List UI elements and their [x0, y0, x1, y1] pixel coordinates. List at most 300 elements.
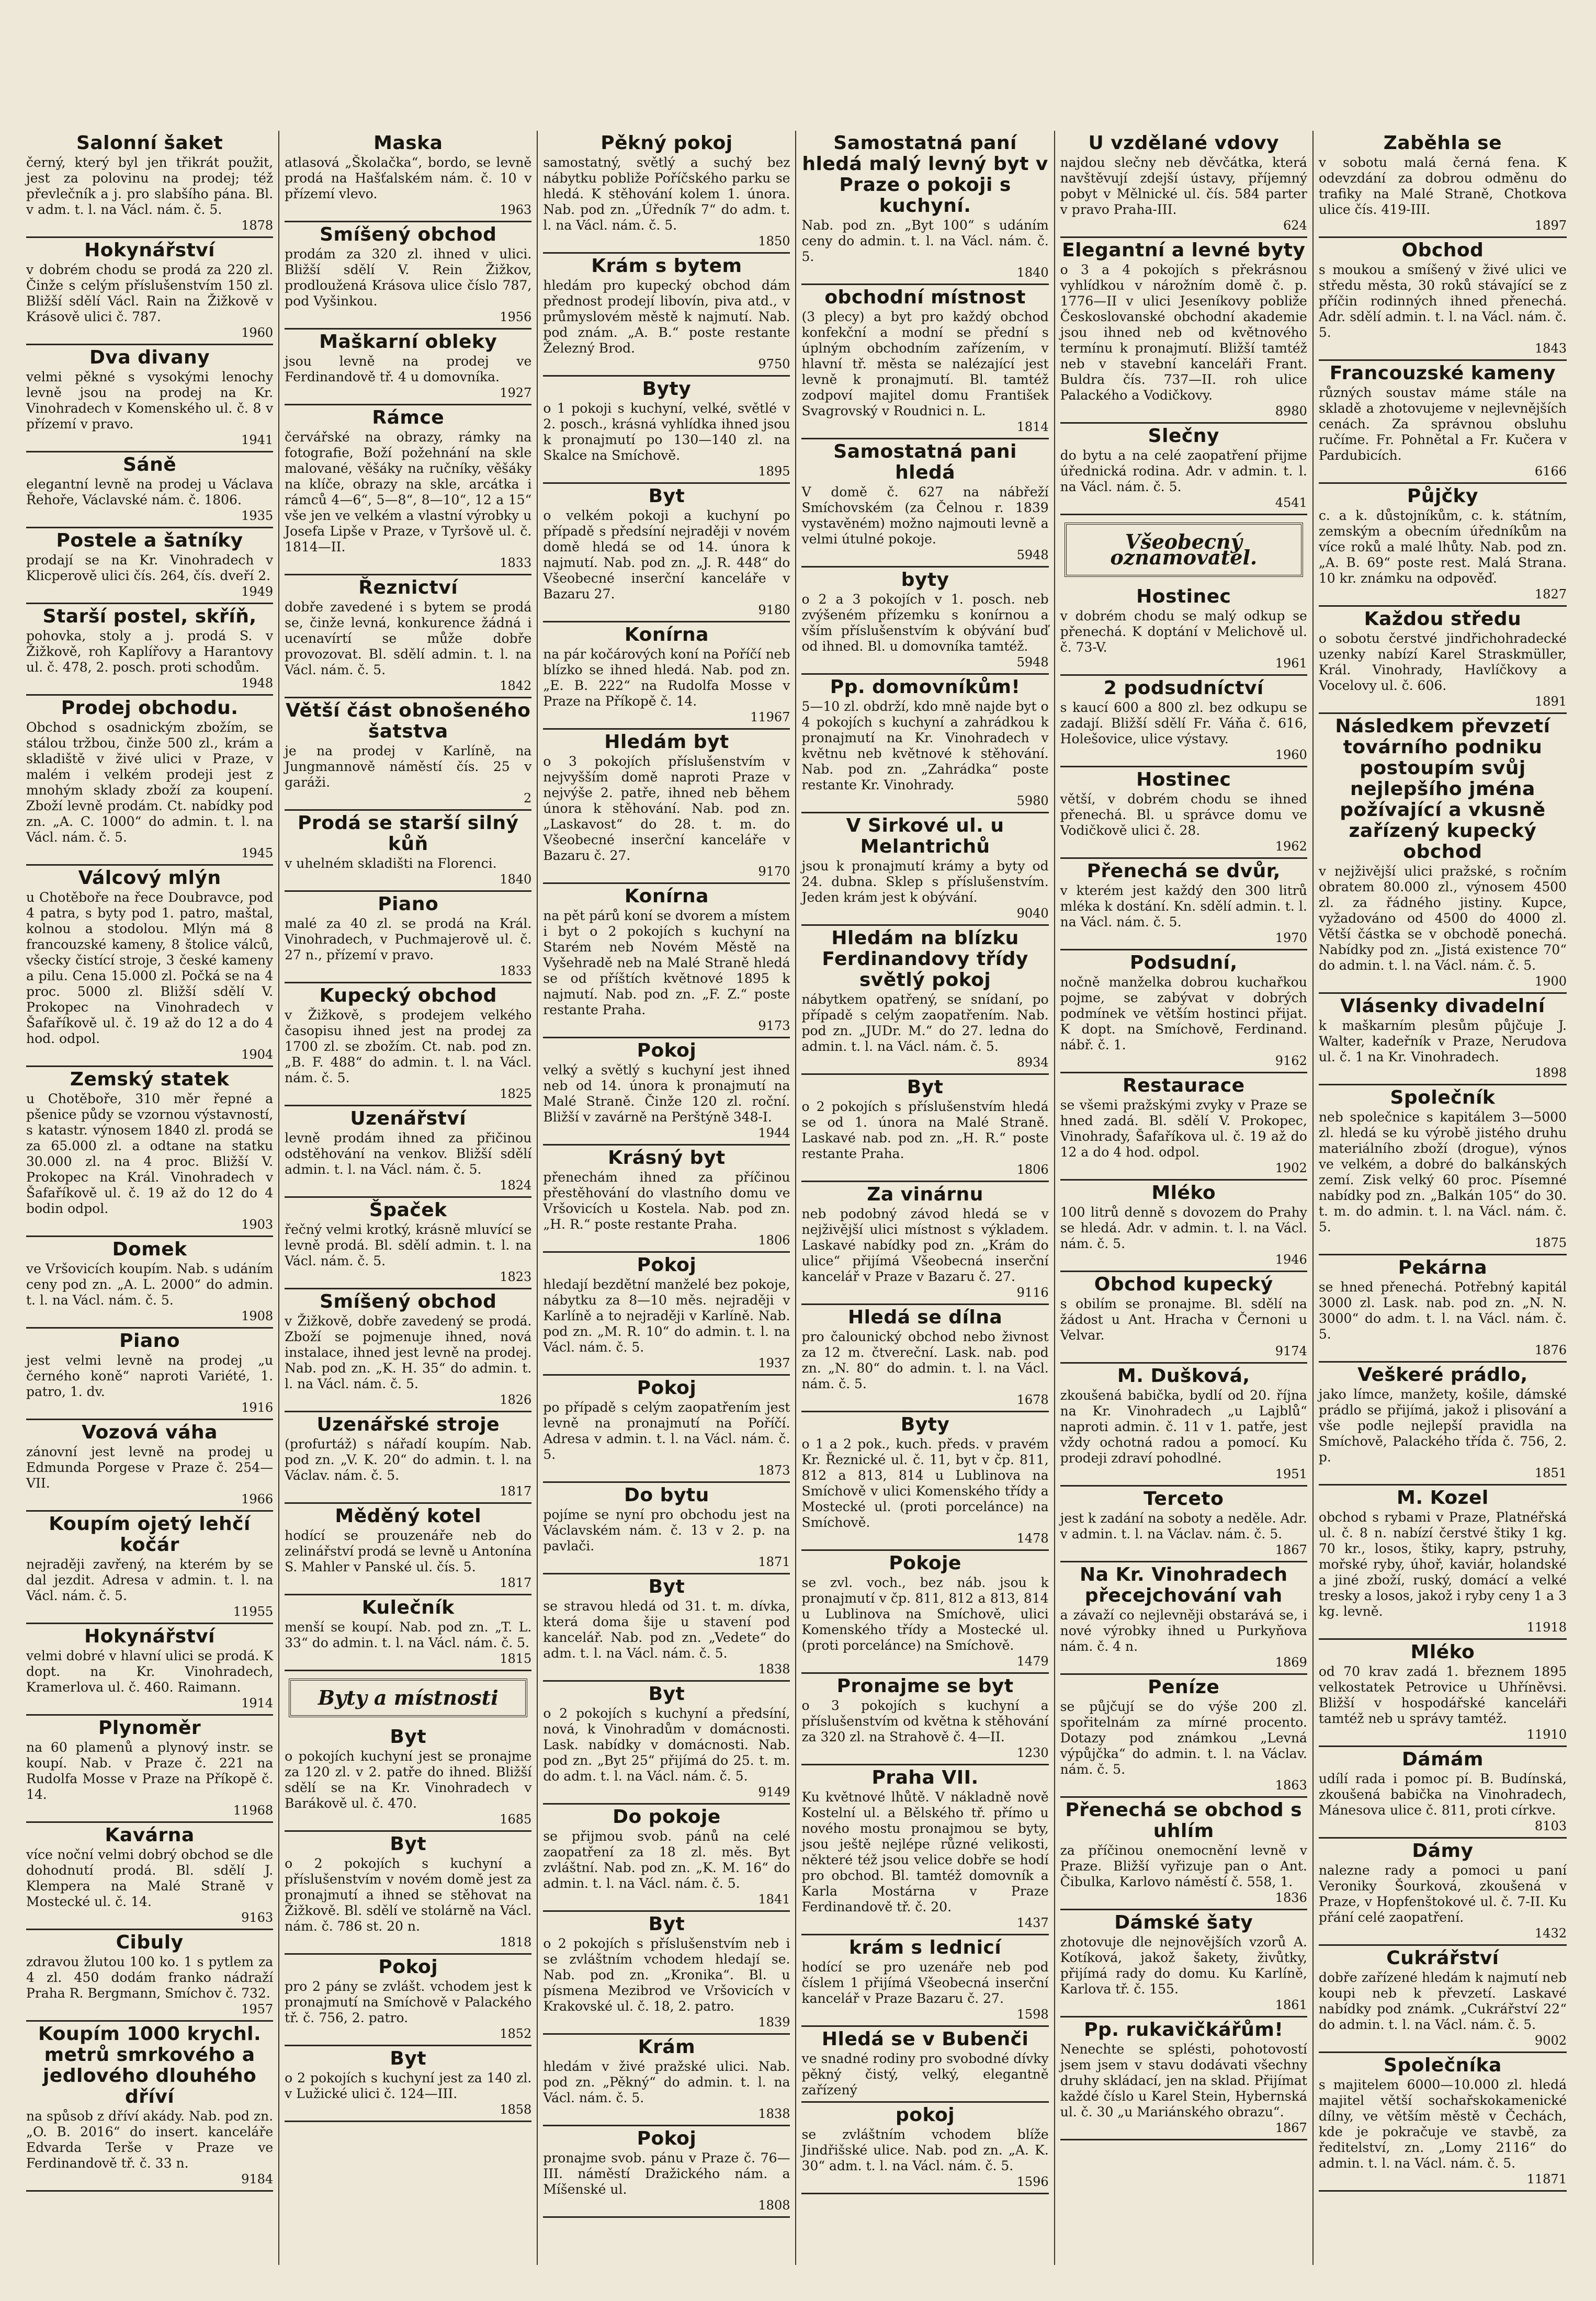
classified-ad [1319, 361, 1567, 484]
ad-text: hodící se pro uzenáře neb pod číslem 1 přijímá Všeobecná inserční kancelář v Praze Bazaru č. 27. [801, 1959, 1049, 2006]
ad-title: Hostinec [1136, 586, 1231, 607]
ad-column [279, 131, 538, 2265]
ad-title: Společníka [1384, 2055, 1502, 2076]
classified-ad [285, 1595, 531, 1671]
ad-title: Do pokoje [613, 1806, 721, 1828]
ad-title: Zemský statek [70, 1069, 230, 1090]
classified-ad [543, 2126, 790, 2218]
ad-number: 9173 [758, 1018, 790, 1033]
ad-number: 11910 [1526, 1727, 1567, 1742]
ad-number: 1897 [1534, 218, 1567, 233]
ad-number: 8103 [1534, 1819, 1567, 1833]
ad-title: Hledá se dílna [847, 1307, 1003, 1328]
ad-title: Plynoměr [98, 1717, 201, 1739]
ad-number: 1833 [500, 556, 532, 570]
ad-title: Do bytu [624, 1484, 709, 1506]
ad-title: M. Kozel [1397, 1487, 1489, 1509]
ad-title: Pekárna [1398, 1257, 1488, 1278]
ad-number: 1806 [1016, 1162, 1049, 1177]
ad-number: 9184 [241, 2172, 274, 2186]
ad-text: od 70 krav zadá 1. březnem 1895 velkostatek Petrovice u Uhříněvsi. Bližší v hospodářské kanceláři tamtéž neb u správy tamtéž. [1318, 1664, 1567, 1726]
ad-text: se zvl. voch., bez náb. jsou k pronajmutí v čp. 811, 812 a 813, 814 u Lublinova na Smíchově, ulici Komenského třídy a Mostecké ul. (proti porcelánce) na Smíchově. [801, 1575, 1049, 1653]
ad-text: o 2 pokojích s příslušenstvím hledá se od 1. února na Malé Straně. Laskavé nab. pod zn. „H. R.“ poste restante Praha. [801, 1099, 1049, 1161]
ad-number: 1843 [1534, 341, 1567, 356]
ad-number: 1851 [1534, 1466, 1567, 1480]
ad-text: o 2 a 3 pokojích v 1. posch. neb zvýšeném přízemku s konírnou a vším příslušenstvím k obývání buď od ihned. Bl. u domovníka tamtéž. [801, 592, 1049, 654]
ad-number: 1903 [241, 1217, 274, 1232]
ad-number: 11871 [1526, 2172, 1567, 2186]
ad-text: k maškarním plesům půjčuje J. Walter, kadeřník v Praze, Nerudova ul. č. 1 na Kr. Vinohradech. [1318, 1018, 1567, 1064]
ad-number: 9180 [758, 603, 790, 617]
ad-text: o 1 pokoji s kuchyní, velké, světlé v 2. posch., krásná vyhlídka ihned jsou k pronajmutí po 130—140 zl. na Skalce na Smíchově. [543, 401, 790, 463]
ad-text: malé za 40 zl. se prodá na Král. Vinohradech, v Puchmajerově ul. č. 27 n., přízemí v pravo. [285, 916, 532, 962]
classified-ad [1319, 1640, 1567, 1747]
ad-title: Samostatná pani hledá [833, 441, 1017, 483]
ad-number: 1867 [1275, 2121, 1307, 2135]
classified-ad [26, 866, 273, 1067]
classified-ad [1060, 950, 1307, 1073]
ad-title: Pokoj [637, 1377, 697, 1399]
ad-title: Byt [648, 1913, 685, 1935]
ad-text: o sobotu čerstvé jindřichohradecké uzenky nabízí Karel Straskmüller, Král. Vinohrady, Havlíčkovy a Vocelovy ul. č. 606. [1318, 631, 1567, 693]
ad-number: 1900 [1534, 974, 1567, 989]
ad-number: 1840 [500, 872, 532, 887]
classified-ad [26, 1420, 273, 1512]
ad-text: Nenechte se splésti, pohotovostí jsem jsem v stavu dodávati všechny druhy skládací, jen na sklad. Přijímat každé číslo u Karel Stein, Hybernská ul. č. 30 „u Mariánského obrazu“. [1060, 2042, 1307, 2119]
ad-title: Prodá se starší silný kůň [297, 812, 519, 855]
classified-ad [543, 622, 790, 730]
ad-title: Dámy [1412, 1840, 1474, 1862]
ad-title: Konírna [624, 886, 709, 907]
ad-number: 1818 [500, 1935, 532, 1949]
ad-title: Měděný kotel [335, 1505, 482, 1527]
ad-number: 2 [524, 791, 532, 806]
ad-number: 1823 [500, 1269, 532, 1284]
ad-title: Byt [390, 1726, 427, 1748]
ad-number: 1927 [500, 386, 532, 400]
ad-number: 1678 [1016, 1392, 1049, 1407]
ad-title: Restaurace [1122, 1075, 1245, 1096]
ad-text: nočně manželka dobrou kuchařkou pojme, se zabývat v dobrých podmínek ve větším hostinci přijat. K dopt. na Smíchově, Ferdinand. nábř. č. 1. [1060, 974, 1307, 1052]
classified-ad [801, 131, 1048, 285]
ad-text: nejraději zavřený, na kterém by se dal jezdit. Adresa v admin. t. l. na Václ. nám. č. 5. [26, 1557, 274, 1603]
classified-ad [801, 285, 1048, 439]
ad-title: Přenechá se obchod s uhlím [1065, 1799, 1303, 1842]
ad-number: 1891 [1534, 694, 1567, 709]
ad-text: o 2 pokojích s kuchyní a příslušenstvím v novém domě jest za pronajmutí a ihned se stěhovat na Žižkově. Bl. sdělí ve stolárně na Václ. nám. č. 786 st. 20 n. [285, 1856, 532, 1934]
ad-number: 8934 [1016, 1055, 1049, 1070]
ad-number: 1815 [500, 1651, 532, 1666]
ad-number: 5948 [1016, 548, 1049, 562]
classified-ad [285, 1832, 531, 1955]
ad-title: Půjčky [1407, 485, 1478, 507]
classified-ad [26, 528, 273, 604]
ad-text: je na prodej v Karlíně, na Jungmannově náměstí čís. 25 v garáži. [285, 743, 532, 790]
ad-number: 1904 [241, 1047, 274, 1062]
classified-ad [801, 2103, 1048, 2194]
classified-ad [1060, 1364, 1307, 1487]
ad-text: levně prodám ihned za přičinou odstěhování na venkov. Bližší sdělí admin. t. l. na Václ. nám. č. 5. [285, 1130, 532, 1177]
classified-ad [543, 1038, 790, 1146]
classified-ad [26, 1329, 273, 1420]
ad-title: Za vinárnu [867, 1184, 983, 1205]
ad-text: na 60 plamenů a plynový instr. se koupí. Nab. v Praze č. 221 na Rudolfa Mosse v Praze na Příkopě č. 14. [26, 1740, 274, 1802]
ad-number: 1963 [500, 202, 532, 217]
ad-number: 1908 [241, 1309, 274, 1323]
classified-ad [1319, 1085, 1567, 1255]
ad-number: 11968 [233, 1803, 274, 1818]
ad-text: zkoušená babička, bydlí od 20. října na Kr. Vinohradech „u Lajblů“ naproti admin. č. 11 v 1. patře, jest vždy ochotná radou a pomocí. Ku prodeji zdraví pohodlné. [1060, 1388, 1307, 1466]
classified-ad [543, 484, 790, 622]
classified-ad [1319, 1486, 1567, 1640]
classified-ad [543, 254, 790, 377]
ad-text: větší, v dobrém chodu se ihned přenechá. Bl. u správce domu ve Vodičkově ulici č. 28. [1060, 791, 1307, 838]
ad-title: Krám [638, 2036, 696, 2058]
ad-text: pojíme se nyní pro obchodu jest na Václavském nám. č. 13 v 2. p. na pavlači. [543, 1507, 790, 1554]
ad-title: 2 podsudníctví [1103, 677, 1264, 699]
ad-title: byty [901, 569, 949, 591]
ad-text: Ku květnové lhůtě. V nákladně nově Kostelní ul. a Bělského tř. přímo u nového mostu pronajmou se byty, jsou ještě nejlépe různé velikosti, některé též jsou velice dobře se hodí pro obchod. Bl. tamtéž domovník a Karla Mostárna v Praze Ferdinandově tř. č. 20. [801, 1789, 1049, 1914]
ad-number: 1827 [1534, 587, 1567, 602]
ad-text: u Chotěboře, 310 měr řepné a pšenice půdy se vzornou výstavností, s katastr. výnosem 1840 zl. prodá se za 65.000 zl. a odtane na statku 30.000 zl. na 4 proc. Bližší V. Prokopec na Král. Vinohradech v Šafaříkově ul. č. 19 až do 12 do 4 bodin odpol. [26, 1091, 274, 1216]
ad-text: se všemi pražskými zvyky v Praze se hned zadá. Bl. sdělí V. Prokopec, Vinohrady, Šafaříkova ul. č. 19 až do 12 a do 4 hod. odpol. [1060, 1097, 1307, 1160]
ad-title: Rámce [372, 407, 445, 428]
classified-ad [1319, 1946, 1567, 2053]
classified-ad [543, 1483, 790, 1574]
ad-title: Samostatná paní hledá malý levný byt v Praze o pokoji s kuchyní. [802, 132, 1048, 217]
classified-ad [1060, 1272, 1307, 1364]
ad-number: 1951 [1275, 1467, 1307, 1481]
classified-ad [1060, 1798, 1307, 1910]
ad-text: nábytkem opatřený, se snídaní, po případě s celým zaopatřením. Nab. pod zn. „JUDr. M.“ do 27. ledna do admin. t. l. na Václ. nám. č. 5. [801, 992, 1049, 1054]
classified-ad [26, 696, 273, 866]
ad-text: jest velmi levně na prodej „u černého koně“ naproti Variété, 1. patro, 1. dv. [26, 1353, 274, 1399]
ad-text: 100 litrů denně s dovozem do Prahy se hledá. Adr. v admin. t. l. na Václ. nám. č. 5. [1060, 1205, 1307, 1251]
ad-text: c. a k. důstojníkům, c. k. státním, zemským a obecním úředníkům na více roků a malé lhůty. Nab. pod zn. „A. B. 69“ poste rest. Malá Strana. 10 kr. známku na odpověď. [1318, 508, 1567, 586]
ad-text: o 1 a 2 pok., kuch. předs. v pravém Kr. Řeznické ul. č. 11, byt v čp. 811, 812 a 813, 814 u Lublinova na Smíchově v ulici Komenského třídy a Mostecké ul. (proti porcelánce) na Smíchově. [801, 1436, 1049, 1530]
ad-title: Francouzské kameny [1329, 362, 1556, 384]
ad-text: dobře zavedené i s bytem se prodá se, činže levná, konkurence žádná i ucenavírtí se může dobře provozovat. Bl. sdělí admin. t. l. na Václ. nám. č. 5. [285, 599, 532, 677]
ad-number: 1824 [500, 1178, 532, 1193]
ad-title: Dámské šaty [1114, 1912, 1253, 1933]
ad-title: Piano [378, 893, 439, 915]
ad-number: 1898 [1534, 1066, 1567, 1080]
classified-ad [26, 604, 273, 696]
ad-text: v Žižkově, dobře zavedený se prodá. Zboží se pojmenuje ihned, nová instalace, ihned jest levně na prodej. Nab. pod zn. „K. H. 35“ do admin. t. l. na Václ. nám. č. 5. [285, 1313, 532, 1391]
classified-ad [1319, 714, 1567, 994]
ad-number: 1873 [758, 1463, 790, 1478]
ad-text: hledám v živé pražské ulici. Nab. pod zn. „Pěkný“ do admin. t. l. na Václ. nám. č. 5. [543, 2059, 790, 2105]
ad-title: Pp. domovníkům! [830, 676, 1021, 698]
ad-text: (profurtáž) s nářadí koupím. Nab. pod zn. „V. K. 20“ do admin. t. l. na Václav. nám. č. 5. [285, 1436, 532, 1483]
classified-ad [1319, 484, 1567, 607]
ad-title: Konírna [624, 624, 709, 645]
classified-ad [285, 1955, 531, 2046]
ad-text: zdravou žlutou 100 ko. 1 s pytlem za 4 zl. 450 dodám franko nádraží Praha R. Bergmann, Smíchov č. 732. [26, 1954, 274, 2001]
classified-ad [1319, 607, 1567, 714]
classified-ad [1060, 1073, 1307, 1181]
ad-number: 1961 [1275, 656, 1307, 671]
ad-title: Maska [373, 132, 443, 154]
ad-title: Byt [648, 485, 685, 507]
ad-title: Sáně [122, 454, 177, 475]
ad-title: Řeznictví [358, 577, 458, 598]
ad-text: různých soustav máme stále na skladě a zhotovujeme v nejlevnějších cenách. Za správnou obsluhu ručíme. Fr. Pohnětal a Fr. Kučera v Pardubicích. [1318, 385, 1567, 463]
ad-title: Hledá se v Bubenči [821, 2028, 1029, 2050]
classified-ad [1319, 1747, 1567, 1839]
ad-title: Hostinec [1136, 769, 1231, 790]
ad-text: o 3 pokojích s kuchyní a příslušenstvím od května k stěhování za 320 zl. na Strahově č. 4—II. [801, 1698, 1049, 1744]
classified-ad [1060, 1910, 1307, 2017]
ad-text: v dobrém chodu se malý odkup se přenechá. K doptání v Melichově ul. č. 73-V. [1060, 608, 1307, 655]
classified-ad [1060, 131, 1307, 238]
ad-number: 1808 [758, 2198, 790, 2213]
ad-text: menší se koupí. Nab. pod zn. „T. L. 33“ do admin. t. l. na Václ. nám. č. 5. [285, 1619, 532, 1650]
classified-ad [543, 377, 790, 484]
ad-title: Praha VII. [871, 1767, 979, 1788]
ad-title: Cukrářství [1386, 1947, 1499, 1969]
classified-ad [285, 892, 531, 983]
classified-ad [26, 452, 273, 528]
ad-text: pro 2 pány se zvlášt. vchodem jest k pronajmutí na Smíchově v Palackého tř. č. 756, 2. patro. [285, 1979, 532, 2025]
ad-title: Domek [112, 1239, 187, 1260]
ad-title: Pokoj [378, 1956, 438, 1978]
ad-title: Dámám [1401, 1749, 1484, 1770]
ad-title: Pokoj [637, 2128, 697, 2149]
ad-text: jsou levně na prodej ve Ferdinandově tř. 4 u domovníka. [285, 354, 532, 384]
classified-ad [801, 439, 1048, 568]
classified-ad [26, 238, 273, 345]
ad-number: 1902 [1275, 1161, 1307, 1175]
ad-text: elegantní levně na prodej u Václava Řehoře, Václavské nám. č. 1806. [26, 477, 274, 507]
ad-number: 1685 [500, 1812, 532, 1827]
ad-number: 1596 [1016, 2174, 1049, 2189]
ad-number: 6166 [1534, 464, 1567, 479]
ad-number: 1850 [758, 234, 790, 248]
classified-ad [1060, 584, 1307, 676]
ad-title: Uzenářství [350, 1108, 467, 1129]
classified-ad [285, 1106, 531, 1198]
classified-ad [1060, 1487, 1307, 1562]
ad-text: neb společnice s kapitálem 3—5000 zl. hledá se ku výrobě jistého druhu materiálního zboží (drogue), výnos ve velkém, a dobré do balkánských zemí. Zisk velký 60 proc. Písemné nabídky pod zn. „Balkán 105“ do 30. t. m. do admin. t. l. na Václ. nám. č. 5. [1318, 1109, 1567, 1234]
ad-number: 9174 [1275, 1344, 1307, 1358]
ad-number: 1598 [1016, 2007, 1049, 2022]
ad-title: Prodej obchodu. [61, 697, 239, 719]
ad-title: Pronajme se byt [836, 1675, 1014, 1697]
ad-title: Následkem převzetí továrního podniku postoupím svůj nejlepšího jména požívající a vkusně zařízený kupecký obchod [1335, 716, 1550, 863]
ad-title: Zaběhla se [1383, 132, 1502, 154]
ad-number: 1949 [241, 584, 274, 599]
classified-ad [801, 926, 1048, 1075]
classified-ad [26, 1823, 273, 1930]
ad-number: 9002 [1534, 2033, 1567, 2048]
classified-ad [285, 575, 531, 698]
ad-text: na pět párů koní se dvorem a místem i byt o 2 pokojích s kuchyní na Starém neb Novém Městě na Vyšehradě neb na Malé Straně hledá se od příštích květnové 1895 k najmutí. Nab. pod zn. „F. Z.“ poste restante Praha. [543, 908, 790, 1017]
ad-text: jest k zadání na soboty a neděle. Adr. v admin. t. l. na Václav. nám. č. 5. [1060, 1511, 1307, 1541]
classified-ad [26, 1237, 273, 1329]
ad-number: 1945 [241, 846, 274, 860]
classified-ad [285, 2046, 531, 2122]
ad-text: o 3 a 4 pokojích s překrásnou vyhlídkou v nárožním domě č. p. 1776—II v ulici Jeseníkovy pobliže Českoslovanské obchodní akademie jsou ihned neb od květnového termínu k pronajmutí. Bližší tamtéž neb v stavební kanceláři Frant. Buldra čís. 737—II. roh ulice Palackého a Vodičkovy. [1060, 262, 1307, 403]
ad-text: na pár kočárových koní na Poříčí neb blízko se ihned hledá. Nab. pod zn. „E. B. 222“ na Rudolfa Mosse v Praze na Příkopě č. 14. [543, 647, 790, 709]
ad-number: 1914 [241, 1696, 274, 1710]
ad-text: dobře zařízené hledám k najmutí neb koupi neb k převzetí. Laskavé nabídky pod známk. „Cukrářství 22“ do admin. t. l. na Václ. nám. č. 5. [1318, 1970, 1567, 2032]
classified-ad [26, 1512, 273, 1624]
ad-title: Veškeré prádlo, [1357, 1364, 1528, 1386]
ad-text: hodící se prouzenáře neb do zelinářství prodá se levně u Antonína S. Mahler v Panské ul. čís. 5. [285, 1528, 532, 1574]
ad-title: Byty [642, 378, 692, 400]
classified-ad [543, 131, 790, 254]
classified-ad [801, 1305, 1048, 1412]
ad-text: jako límce, manžety, košile, dámské prádlo se přijímá, jakož i plisování a vše podle nejlepší pravidla na Smíchově, Palackého třída č. 756, 2. p. [1318, 1387, 1567, 1465]
ad-title: Byty [900, 1414, 950, 1435]
classified-ad [1060, 676, 1307, 767]
ad-text: samostatný, světlý a suchý bez nábytku pobliže Poříčského parku se hledá. K stěhování kolem 1. února. Nab. pod zn. „Úředník 7“ do adm. t. l. na Václ. nám. č. 5. [543, 155, 790, 233]
classified-ad [543, 2035, 790, 2126]
ad-number: 1479 [1016, 1654, 1049, 1669]
ad-title: Kulečník [361, 1597, 455, 1618]
ad-title: Byt [648, 1576, 685, 1597]
classified-ad [801, 1551, 1048, 1674]
ad-title: Slečny [1148, 425, 1219, 447]
ad-title: U vzdělané vdovy [1088, 132, 1279, 154]
ad-title: Vlásenky divadelní [1340, 995, 1545, 1017]
classified-ad [1319, 238, 1567, 361]
ad-title: Pokoj [637, 1254, 697, 1276]
ad-number: 1946 [1275, 1252, 1307, 1267]
ad-number: 1944 [758, 1126, 790, 1140]
ad-title: Společník [1390, 1087, 1496, 1108]
ad-number: 1432 [1534, 1926, 1567, 1941]
ad-text: V domě č. 627 na nábřeží Smíchovském (za Čelnou r. 1839 vystavěném) možno najmouti levně a velmi útulné pokoje. [801, 484, 1049, 547]
classified-ad [801, 1412, 1048, 1551]
ad-title: Peníze [1148, 1676, 1220, 1698]
ad-title: Kavárna [105, 1824, 195, 1846]
ad-text: se hned přenechá. Potřebný kapitál 3000 zl. Lask. nab. pod zn. „N. N. 3000“ do adm. t. l. na Václ. nám. č. 5. [1318, 1279, 1567, 1342]
classified-ad [543, 730, 790, 884]
classified-ad [26, 1624, 273, 1716]
ad-title: Hokynářství [84, 1626, 216, 1647]
ad-text: v nejživější ulici pražské, s ročním obratem 80.000 zl., výnosem 4500 zl. za řádného jistiny. Kupce, vyžadováno od 4500 do 4000 zl. Větší částka se v obchodě ponechá. Nabídky pod zn. „Jistá existence 70“ do admin. t. l. na Václ. nám. č. 5. [1318, 864, 1567, 973]
ad-number: 1962 [1275, 839, 1307, 854]
ad-column [538, 131, 796, 2265]
ad-number: 4541 [1275, 495, 1307, 510]
classified-ad [543, 1682, 790, 1805]
ad-title: Krám s bytem [591, 255, 742, 277]
ad-number: 1230 [1016, 1745, 1049, 1760]
ad-text: s majitelem 6000—10.000 zl. hledá majitel větší sochařskokamenické dílny, ve větším městě v Čechách, kde je pokračuje ve stavbě, za ředitelství, zn. „Lomy 2116“ do admin. t. l. na Václ. nám. č. 5. [1318, 2077, 1567, 2171]
ad-text: se zvláštním vchodem blíže Jindřišské ulice. Nab. pod zn. „A. K. 30“ adm. t. l. na Václ. nám. č. 5. [801, 2127, 1049, 2173]
ad-title: Smíšený obchod [320, 1291, 497, 1312]
ad-text: černý, který byl jen třikrát použit, jest za polovinu na prodej; též převlečník a j. pro slabšího pána. Bl. v adm. t. l. na Václ. nám. č. 5. [26, 155, 274, 217]
ad-number: 1895 [758, 464, 790, 479]
ad-title: Hledám na blízku Ferdinandovy třídy světlý pokoj [822, 927, 1028, 991]
ad-text: Nab. pod zn. „Byt 100“ s udáním ceny do admin. t. l. na Václ. nám. č. 5. [801, 218, 1049, 264]
classified-ad [285, 1504, 531, 1595]
ad-text: s kaucí 600 a 800 zl. bez odkupu se zadají. Bližší sdělí Fr. Váňa č. 616, Holešovice, ulice výstavy. [1060, 700, 1307, 746]
ad-column [1314, 131, 1572, 2265]
classified-ad [1319, 131, 1567, 238]
ad-number: 9116 [1016, 1285, 1049, 1300]
ad-title: M. Dušková, [1117, 1365, 1250, 1387]
ad-text: s obilím se pronajme. Bl. sdělí na žádost u Ant. Hracha v Černoni u Velvar. [1060, 1296, 1307, 1343]
newspaper-page [21, 131, 1572, 2265]
ad-text: (3 plecy) a byt pro každý obchod konfekční a modní se přední s úplným obchodním zařízením, v hlavní tř. města se nalézající jest levně k pronajmutí. Bl. tamtéž zodpoví majitel domu František Svagrovský v Roudnici n. L. [801, 309, 1049, 418]
ad-title: Pokoj [637, 1040, 697, 1061]
classified-ad [801, 2027, 1048, 2103]
ad-title: Vozová váha [82, 1422, 218, 1443]
classified-ad [1319, 2053, 1567, 2192]
ad-title: Mléko [1151, 1182, 1216, 1204]
ad-title: Obchod kupecký [1094, 1274, 1273, 1295]
classified-ad [1319, 1255, 1567, 1363]
ad-number: 1861 [1275, 1998, 1307, 2012]
classified-ad [801, 1674, 1048, 1765]
classified-ad [801, 1935, 1048, 2027]
ad-number: 1840 [1016, 265, 1049, 280]
ad-number: 1437 [1016, 1915, 1049, 1930]
ad-number: 1814 [1016, 420, 1049, 434]
ad-number: 1935 [241, 508, 274, 523]
ad-number: 9163 [241, 1910, 274, 1925]
classified-ad [26, 131, 273, 238]
classified-ad [1060, 424, 1307, 515]
ad-number: 9750 [758, 357, 790, 371]
ad-text: velmi dobré v hlavní ulici se prodá. K dopt. na Kr. Vinohradech, Kramerlova ul. č. 460. Raimann. [26, 1648, 274, 1695]
ad-number: 1838 [758, 2106, 790, 2121]
classified-ad [285, 983, 531, 1106]
ad-text: ve snadné rodiny pro svobodné dívky pěkný čistý, velký, elegantně zařízený [801, 2051, 1049, 2098]
ad-number: 1956 [500, 310, 532, 324]
ad-number: 1876 [1534, 1343, 1567, 1357]
ad-number: 11955 [233, 1604, 274, 1619]
ad-title: Terceto [1144, 1488, 1224, 1510]
ad-text: o 3 pokojích příslušenstvím v nejvyšším domě naproti Praze v nejvýše 2. patře, ihned neb během února k stěhování. Nab. pod zn. „Laskavost“ do 28. t. m. do Všeobecné inserční kanceláře v Bazaru č. 27. [543, 754, 790, 863]
classified-ad [1319, 1363, 1567, 1486]
ad-title: Mléko [1410, 1641, 1475, 1663]
classified-ad [801, 1182, 1048, 1305]
ad-number: 624 [1283, 218, 1307, 233]
ad-text: o velkém pokoji a kuchyní po případě s předsíní nejraději v novém domě hledá se od 14. února k najmutí. Nab. pod zn. „J. R. 448“ do Všeobecné inserční kanceláře v Bazaru 27. [543, 508, 790, 602]
ad-number: 1960 [241, 325, 274, 340]
ad-text: v uhelném skladišti na Florenci. [285, 856, 497, 871]
ad-text: o pokojích kuchyní jest se pronajme za 120 zl. v 2. patře do ihned. Bližší sdělí se na Kr. Vinohradech v Barákově ul. č. 470. [285, 1749, 532, 1811]
classified-ad [801, 1075, 1048, 1182]
classified-ad [285, 222, 531, 330]
ad-text: se přijmou svob. pánů na celé zaopatření za 18 zl. měs. Byt zvláštní. Nab. pod zn. „K. M. 16“ do admin. t. l. na Václ. nám. č. 5. [543, 1829, 790, 1891]
ad-title: Větší část obnošeného šatstva [286, 700, 531, 742]
ad-number: 9162 [1275, 1053, 1307, 1068]
ad-text: se stravou hledá od 31. t. m. dívka, která doma šije u stavení pod kancelář. Nab. pod zn. „Vedete“ do adm. t. l. na Václ. nám. č. 5. [543, 1599, 790, 1661]
ad-title: Elegantní a levné byty [1062, 240, 1306, 261]
ad-text: atlasová „Školačka“, bordo, se levně prodá na Hašťalském nám. č. 10 v přízemí vlevo. [285, 155, 532, 201]
ad-text: zhotovuje dle nejnovějších vzorů A. Kotíková, jakož šakety, živůtky, přijímá rady do domu. Ku Karlíně, Karlova tř. č. 155. [1060, 1934, 1307, 1997]
ad-title: Byt [648, 1683, 685, 1705]
ad-text: udílí rada i pomoc pí. B. Budínská, zkoušená babička na Vinohradech, Mánesova ulice č. 811, proti církve. [1318, 1771, 1567, 1818]
ad-number: 1825 [500, 1086, 532, 1101]
ad-title: Byt [390, 2048, 427, 2069]
ad-number: 1478 [1016, 1531, 1049, 1546]
ad-title: Byt [390, 1833, 427, 1855]
classified-ad [543, 1376, 790, 1483]
classified-ad [285, 330, 531, 405]
ad-text: prodám za 320 zl. ihned v ulici. Bližší sdělí V. Rein Žižkov, prodloužená Krásova ulice číslo 787, pod Vyšinkou. [285, 246, 532, 309]
ad-text: hledají bezdětní manželé bez pokoje, nábytku za 8—10 měs. nejraději v Karlíně a to nejraději v Karlíně. Nab. pod zn. „M. R. 10“ do admin. t. l. na Václ. nám. č. 5. [543, 1277, 790, 1355]
ad-text: obchod s rybami v Praze, Platnéřská ul. č. 8 n. nabízí čerstvé štiky 1 kg. 70 kr., losos, štiky, kapry, pstruhy, mořské ryby, úhoř, kaviár, holandské a jiné zboží, ruský, domácí a velké tresky a losos, jakož i ryby ceny 1 a 3 kg. levně. [1318, 1510, 1567, 1619]
ad-text: velmi pěkné s vysokými lenochy levně jsou na prodej na Kr. Vinohradech v Komenského ul. č. 8 v přízemí v pravo. [26, 369, 274, 432]
ad-text: více noční velmi dobrý obchod se dle dohodnutí prodá. Bl. sdělí J. Klempera na Malé Straně v Mostecké ul. č. 14. [26, 1847, 274, 1909]
ad-title: Špaček [369, 1199, 447, 1221]
